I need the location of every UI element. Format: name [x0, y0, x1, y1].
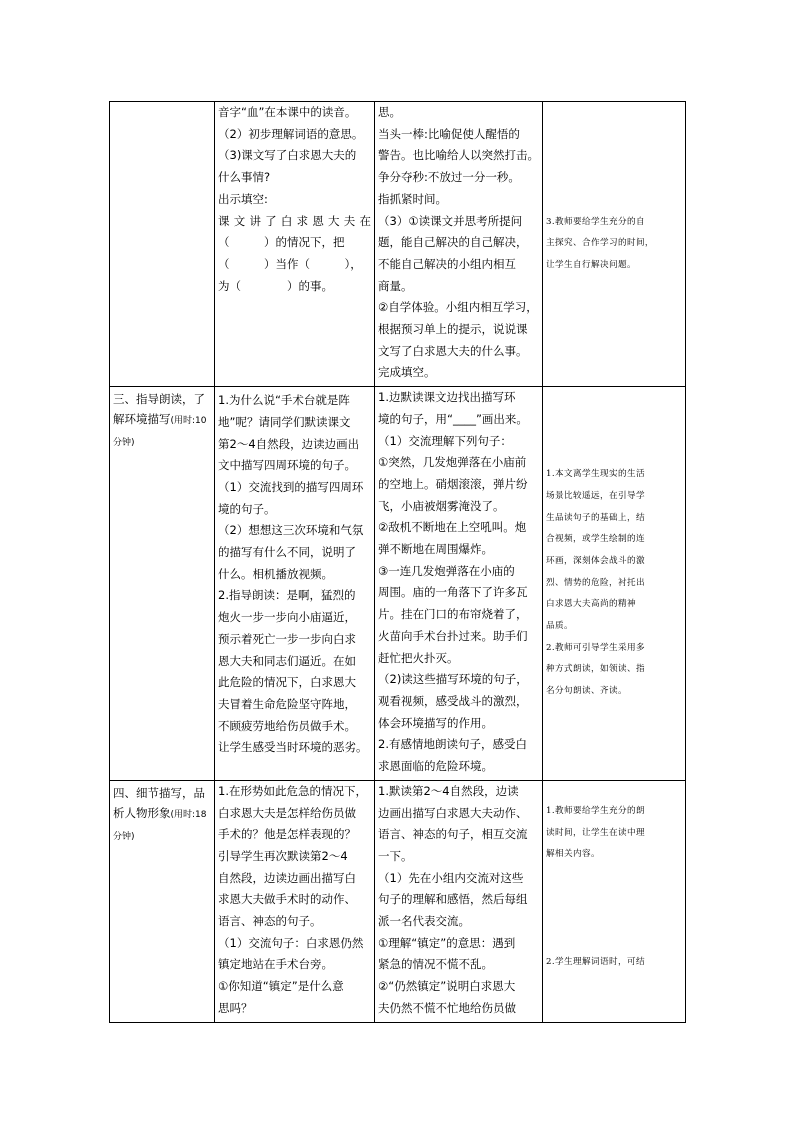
design-note-cell — [543, 387, 686, 781]
note-line: 3.教师要给学生充分的自 — [546, 216, 645, 227]
note-line: 环画，深刻体会战斗的激 — [546, 555, 645, 566]
text-line: （2）想想这三次环境和气氛 — [218, 523, 364, 538]
note-line: 读时间，让学生在读中理 — [546, 827, 645, 838]
text-line: 体会环境描写的作用。 — [378, 715, 493, 730]
text-line: ②敌机不断地在上空吼叫。炮 — [378, 520, 527, 535]
text-line: 完成填空。 — [378, 365, 436, 380]
text-line: 思吗？ — [218, 1000, 253, 1015]
text-line: 恩大夫和同志们逼近。在如 — [218, 653, 356, 668]
text-line: （1）交流理解下列句子： — [378, 433, 512, 448]
note-line: 让学生自行解决问题。 — [546, 259, 636, 270]
text-line: 句子的理解和感悟，然后每组 — [378, 892, 528, 907]
table-row — [110, 780, 686, 1022]
text-line: 此危险的情况下，白求恩大 — [218, 675, 356, 690]
note-line: 主探究、合作学习的时间， — [546, 238, 654, 249]
design-note-cell — [543, 780, 686, 1022]
text-line: 不顾疲劳地给伤员做手术。 — [218, 718, 356, 733]
text-line: 夫冒着生命危险坚守阵地， — [218, 696, 356, 711]
text-line: 什么。相机播放视频。 — [218, 566, 333, 581]
stage-title: 三、指导朗读，了解环境描写 — [113, 392, 205, 427]
text-line: 文中描写四周环境的句子。 — [218, 458, 356, 473]
text-line: 边画出描写白求恩大夫动作、 — [378, 805, 528, 820]
text-line: ①你知道“镇定”是什么意 — [218, 979, 344, 994]
text-line: 2.有感情地朗读句子，感受白 — [378, 737, 527, 752]
text-line: 警告。也比喻给人以突然打击。 — [378, 148, 539, 163]
text-line: 文写了白求恩大夫的什么事。 — [378, 343, 528, 358]
text-line: 观看视频，感受战斗的激烈， — [378, 693, 528, 708]
stage-time: (用时:10分钟) — [113, 416, 207, 449]
text-line: 引导学生再次默读第2～4 — [218, 848, 348, 863]
text-line: 当头一棒:比喻促使人醒悟的 — [378, 126, 520, 141]
text-line: 周围。庙的一角落下了许多瓦 — [378, 585, 528, 600]
text-line: ③一连几发炮弹落在小庙的 — [378, 563, 515, 578]
text-line: 语言、神态的句子，相互交流 — [378, 827, 528, 842]
text-line: 为（ ）的事。 — [218, 278, 333, 293]
student-activity-cell — [375, 780, 543, 1022]
student-activity-cell — [375, 102, 543, 387]
note-line: 合视频，或学生绘制的连 — [546, 534, 645, 545]
text-line: 白求恩大夫是怎样给伤员做 — [218, 805, 356, 820]
text-line: （ ）当作（ ）， — [218, 256, 362, 271]
text-line: 火苗向手术台扑过来。助手们 — [378, 628, 528, 643]
text-line: ②“仍然镇定”说明白求恩大 — [378, 979, 516, 994]
teacher-activity-cell — [215, 102, 375, 387]
teacher-activity-cell — [215, 387, 375, 781]
text-line: ①突然，几发炮弹落在小庙前 — [378, 455, 527, 470]
text-line: 的空地上。硝烟滚滚，弹片纷 — [378, 476, 528, 491]
text-line: （1）交流句子：白求恩仍然 — [218, 935, 364, 950]
stage-title: 四、细节描写，品析人物形象 — [113, 785, 205, 820]
text-line: 夫仍然不慌不忙地给伤员做 — [378, 1000, 516, 1015]
text-line: 什么事情? — [218, 170, 271, 185]
stage-time: (用时:18分钟) — [113, 809, 207, 842]
text-line: 派一名代表交流。 — [378, 914, 470, 929]
note-line: 解相关内容。 — [546, 849, 600, 860]
text-line: 第2～4自然段，边读边画出 — [218, 436, 360, 451]
note-line: 2.教师可引导学生采用多 — [546, 642, 645, 653]
text-line: （1）先在小组内交流对这些 — [378, 870, 524, 885]
note-line: 生品读句子的基础上，结 — [546, 512, 645, 523]
design-note-cell — [543, 102, 686, 387]
text-line: 炮火一步一步向小庙逼近， — [218, 610, 356, 625]
text-line: 指抓紧时间。 — [378, 191, 447, 206]
note-line: 种方式朗读，如领读、指 — [546, 664, 645, 675]
text-line: 音字“血”在本课中的读音。 — [218, 105, 357, 119]
note-line: 品质。 — [546, 621, 573, 632]
note-line: 1.教师要给学生充分的朗 — [546, 805, 645, 816]
table-row — [110, 102, 686, 387]
text-line: 赶忙把火扑灭。 — [378, 650, 459, 665]
text-line: 地”呢？请同学们默读课文 — [218, 414, 351, 429]
text-line: 1.默读第2～4自然段，边读 — [378, 783, 519, 798]
spacer — [546, 866, 682, 952]
stage-cell — [110, 780, 215, 1022]
text-line: 镇定地站在手术台旁。 — [218, 957, 333, 972]
text-line: 根据预习单上的提示，说说课 — [378, 322, 528, 337]
text-line: 弹不断地在周围爆炸。 — [378, 542, 493, 557]
text-line: 1.在形势如此危急的情况下， — [218, 783, 367, 798]
text-line: 一下。 — [378, 848, 413, 863]
note-line: 烈、情势的危险，衬托出 — [546, 577, 645, 588]
text-line: 1.边默读课文边找出描写环 — [378, 390, 516, 405]
teacher-activity-cell — [215, 780, 375, 1022]
text-line: 思。 — [378, 105, 401, 119]
text-line: 让学生感受当时环境的恶劣。 — [218, 740, 368, 755]
text-line: 飞，小庙被烟雾淹没了。 — [378, 498, 505, 513]
text-line: 争分夺秒:不放过一分一秒。 — [378, 170, 520, 185]
text-line: （2)读这些描写环境的句子， — [378, 672, 528, 687]
note-line: 名分句朗读、齐读。 — [546, 686, 627, 697]
text-line: 2.指导朗读：是啊，猛烈的 — [218, 588, 356, 603]
text-line: 境的句子。 — [218, 501, 276, 516]
text-line: ②自学体验。小组内相互学习， — [378, 300, 538, 315]
text-line: 自然段，边读边画出描写白 — [218, 870, 356, 885]
note-line: 1.本文离学生现实的生活 — [546, 469, 645, 480]
text-line: ①理解“镇定”的意思：遇到 — [378, 935, 516, 950]
text-line: 紧急的情况不慌不乱。 — [378, 957, 493, 972]
text-line: 课文讲了白求恩大夫在 — [218, 213, 371, 228]
text-line: 境的句子，用“____”画出来。 — [378, 411, 528, 426]
text-line: 预示着死亡一步一步向白求 — [218, 631, 356, 646]
stage-cell — [110, 102, 215, 387]
text-line: 不能自己解决的小组内相互 — [378, 256, 516, 271]
text-line: 的描写有什么不同，说明了 — [218, 545, 356, 560]
note-line: 场景比较遥远，在引导学 — [546, 490, 645, 501]
text-line: 求恩面临的危险环境。 — [378, 759, 493, 774]
text-line: （ ）的情况下，把 — [218, 235, 345, 250]
stage-cell — [110, 387, 215, 781]
note-line: 2.学生理解词语时，可结 — [546, 956, 645, 967]
text-line: 求恩大夫做手术时的动作、 — [218, 892, 356, 907]
text-line: 1.为什么说“手术台就是阵 — [218, 393, 350, 408]
text-line: 出示填空: — [218, 191, 268, 206]
text-line: （3）①读课文并思考所提问 — [378, 213, 523, 228]
text-line: 手术的？他是怎样表现的？ — [218, 827, 356, 842]
text-line: （3)课文写了白求恩大夫的 — [218, 148, 357, 163]
text-line: 语言、神态的句子。 — [218, 914, 322, 929]
text-line: 商量。 — [378, 278, 413, 293]
text-line: 片。挂在门口的布帘烧着了， — [378, 607, 528, 622]
lesson-plan-table — [109, 101, 686, 1023]
text-line: （1）交流找到的描写四周环 — [218, 479, 364, 494]
text-line: （2）初步理解词语的意思。 — [218, 126, 364, 141]
note-line: 白求恩大夫高尚的精神 — [546, 599, 636, 610]
table-row — [110, 387, 686, 781]
text-line: 题，能自己解决的自己解决， — [378, 235, 528, 250]
student-activity-cell — [375, 387, 543, 781]
